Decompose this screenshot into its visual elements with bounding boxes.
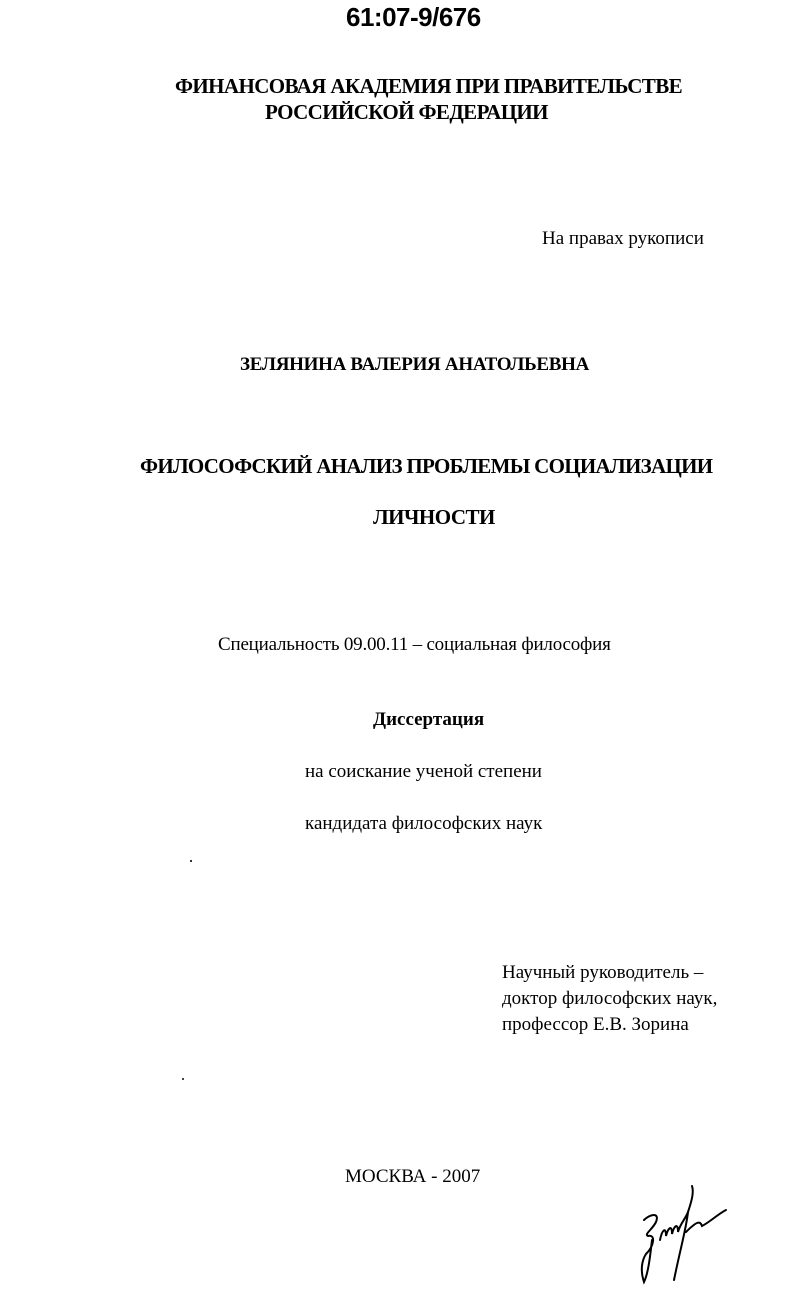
title-line-2: ЛИЧНОСТИ bbox=[373, 505, 495, 529]
author-name: ЗЕЛЯНИНА ВАЛЕРИЯ АНАТОЛЬЕВНА bbox=[240, 354, 589, 375]
speck bbox=[190, 860, 192, 862]
catalog-number: 61:07-9/676 bbox=[346, 2, 481, 32]
city-year: МОСКВА - 2007 bbox=[345, 1166, 481, 1187]
degree-line-1: на соискание ученой степени bbox=[305, 761, 542, 782]
specialty: Специальность 09.00.11 – социальная философия bbox=[218, 634, 611, 655]
signature-icon bbox=[630, 1170, 790, 1295]
work-type: Диссертация bbox=[373, 709, 485, 730]
supervisor-line-1: Научный руководитель – bbox=[502, 962, 704, 983]
organization-line-2: РОССИЙСКОЙ ФЕДЕРАЦИИ bbox=[265, 100, 548, 124]
degree-line-2: кандидата философских наук bbox=[305, 813, 543, 834]
rights-note: На правах рукописи bbox=[542, 228, 704, 249]
supervisor-line-3: профессор Е.В. Зорина bbox=[502, 1014, 689, 1035]
title-line-1: ФИЛОСОФСКИЙ АНАЛИЗ ПРОБЛЕМЫ СОЦИАЛИЗАЦИИ bbox=[140, 454, 713, 478]
organization-line-1: ФИНАНСОВАЯ АКАДЕМИЯ ПРИ ПРАВИТЕЛЬСТВЕ bbox=[175, 74, 683, 98]
supervisor-line-2: доктор философских наук, bbox=[502, 988, 718, 1009]
speck bbox=[182, 1078, 184, 1080]
